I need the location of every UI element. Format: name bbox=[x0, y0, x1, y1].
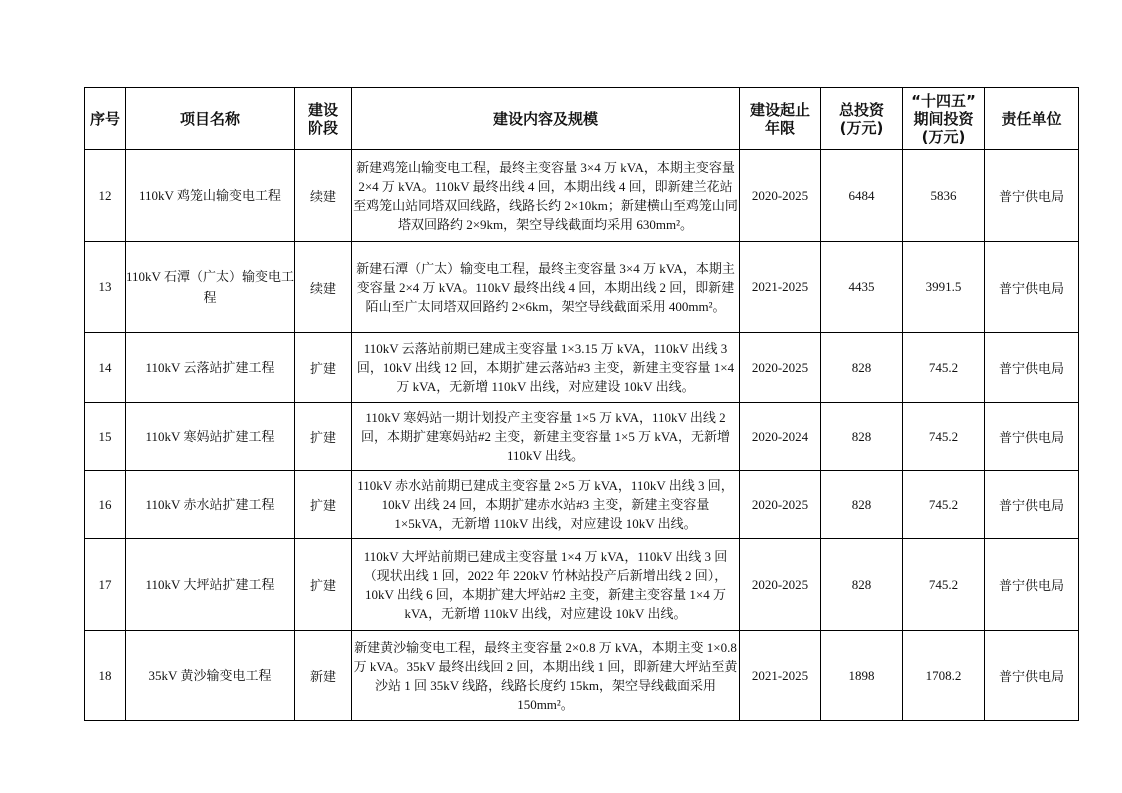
cell-period: 2020-2025 bbox=[740, 539, 821, 631]
cell-invest: 828 bbox=[821, 471, 903, 539]
cell-no: 15 bbox=[85, 403, 126, 471]
table-row bbox=[85, 242, 1079, 333]
header-period: 建设起止 年限 bbox=[740, 88, 821, 150]
cell-period: 2020-2024 bbox=[740, 403, 821, 471]
cell-stage: 扩建 bbox=[295, 471, 352, 539]
table-row bbox=[85, 471, 1079, 539]
cell-stage: 扩建 bbox=[295, 403, 352, 471]
cell-unit: 普宁供电局 bbox=[985, 631, 1079, 721]
cell-plan: 745.2 bbox=[903, 403, 985, 471]
header-content: 建设内容及规模 bbox=[352, 88, 740, 150]
cell-invest: 828 bbox=[821, 403, 903, 471]
cell-name: 110kV 大坪站扩建工程 bbox=[126, 539, 295, 631]
table-row bbox=[85, 539, 1079, 631]
cell-no: 12 bbox=[85, 150, 126, 242]
cell-plan: 3991.5 bbox=[903, 242, 985, 333]
cell-name: 35kV 黄沙输变电工程 bbox=[126, 631, 295, 721]
cell-invest: 828 bbox=[821, 539, 903, 631]
cell-plan: 745.2 bbox=[903, 471, 985, 539]
header-no: 序号 bbox=[85, 88, 126, 150]
cell-stage: 续建 bbox=[295, 150, 352, 242]
header-name: 项目名称 bbox=[126, 88, 295, 150]
cell-invest: 6484 bbox=[821, 150, 903, 242]
project-table bbox=[84, 87, 1079, 721]
cell-content: 新建石潭（广太）输变电工程，最终主变容量 3×4 万 kVA，本期主变容量 2×4 万 kVA。110kV 最终出线 4 回，本期出线 2 回，即新建陌山至广太同塔双回路约 2×6km，架空导线截面采用 400mm²。 bbox=[352, 242, 740, 333]
cell-name: 110kV 赤水站扩建工程 bbox=[126, 471, 295, 539]
cell-stage: 续建 bbox=[295, 242, 352, 333]
cell-content: 110kV 大坪站前期已建成主变容量 1×4 万 kVA，110kV 出线 3 回（现状出线 1 回，2022 年 220kV 竹林站投产后新增出线 2 回），10kV 出线 6 回，本期扩建大坪站#2 主变，新建主变容量 1×4 万 kVA，无新增 110kV 出线，对应建设 10kV 出线。 bbox=[352, 539, 740, 631]
cell-period: 2021-2025 bbox=[740, 631, 821, 721]
cell-invest: 1898 bbox=[821, 631, 903, 721]
cell-period: 2020-2025 bbox=[740, 471, 821, 539]
cell-period: 2020-2025 bbox=[740, 150, 821, 242]
cell-period: 2020-2025 bbox=[740, 333, 821, 403]
cell-plan: 1708.2 bbox=[903, 631, 985, 721]
cell-name: 110kV 石潭（广太）输变电工程 bbox=[126, 242, 295, 333]
cell-no: 14 bbox=[85, 333, 126, 403]
cell-unit: 普宁供电局 bbox=[985, 471, 1079, 539]
header-stage: 建设 阶段 bbox=[295, 88, 352, 150]
table-row bbox=[85, 150, 1079, 242]
cell-stage: 新建 bbox=[295, 631, 352, 721]
cell-period: 2021-2025 bbox=[740, 242, 821, 333]
cell-invest: 828 bbox=[821, 333, 903, 403]
cell-name: 110kV 云落站扩建工程 bbox=[126, 333, 295, 403]
cell-content: 新建黄沙输变电工程，最终主变容量 2×0.8 万 kVA，本期主变 1×0.8 万 kVA。35kV 最终出线回 2 回，本期出线 1 回，即新建大坪站至黄沙站 1 回 35kV 线路，线路长度约 15km，架空导线截面采用 150mm²。 bbox=[352, 631, 740, 721]
table-row bbox=[85, 631, 1079, 721]
cell-invest: 4435 bbox=[821, 242, 903, 333]
table-row bbox=[85, 333, 1079, 403]
cell-name: 110kV 鸡笼山输变电工程 bbox=[126, 150, 295, 242]
cell-unit: 普宁供电局 bbox=[985, 539, 1079, 631]
table-row bbox=[85, 403, 1079, 471]
cell-content: 110kV 云落站前期已建成主变容量 1×3.15 万 kVA，110kV 出线 3 回，10kV 出线 12 回，本期扩建云落站#3 主变，新建主变容量 1×4 万 kVA，无新增 110kV 出线，对应建设 10kV 出线。 bbox=[352, 333, 740, 403]
cell-unit: 普宁供电局 bbox=[985, 150, 1079, 242]
cell-no: 18 bbox=[85, 631, 126, 721]
header-plan: “十四五” 期间投资 (万元) bbox=[903, 88, 985, 150]
header-row bbox=[85, 88, 1079, 150]
cell-name: 110kV 寒妈站扩建工程 bbox=[126, 403, 295, 471]
cell-no: 16 bbox=[85, 471, 126, 539]
cell-content: 110kV 寒妈站一期计划投产主变容量 1×5 万 kVA，110kV 出线 2 回，本期扩建寒妈站#2 主变，新建主变容量 1×5 万 kVA，无新增 110kV 出线。 bbox=[352, 403, 740, 471]
cell-no: 17 bbox=[85, 539, 126, 631]
cell-no: 13 bbox=[85, 242, 126, 333]
cell-unit: 普宁供电局 bbox=[985, 333, 1079, 403]
cell-unit: 普宁供电局 bbox=[985, 242, 1079, 333]
header-unit: 责任单位 bbox=[985, 88, 1079, 150]
header-invest: 总投资 (万元) bbox=[821, 88, 903, 150]
cell-content: 110kV 赤水站前期已建成主变容量 2×5 万 kVA，110kV 出线 3 回，10kV 出线 24 回，本期扩建赤水站#3 主变，新建主变容量 1×5kVA，无新增 110kV 出线，对应建设 10kV 出线。 bbox=[352, 471, 740, 539]
cell-content: 新建鸡笼山输变电工程，最终主变容量 3×4 万 kVA，本期主变容量 2×4 万 kVA。110kV 最终出线 4 回，本期出线 4 回，即新建兰花站至鸡笼山站同塔双回线路，线路长约 2×10km；新建横山至鸡笼山同塔双回路约 2×9km，架空导线截面均采用 630mm²。 bbox=[352, 150, 740, 242]
cell-stage: 扩建 bbox=[295, 333, 352, 403]
cell-plan: 5836 bbox=[903, 150, 985, 242]
cell-plan: 745.2 bbox=[903, 539, 985, 631]
cell-unit: 普宁供电局 bbox=[985, 403, 1079, 471]
cell-plan: 745.2 bbox=[903, 333, 985, 403]
cell-stage: 扩建 bbox=[295, 539, 352, 631]
